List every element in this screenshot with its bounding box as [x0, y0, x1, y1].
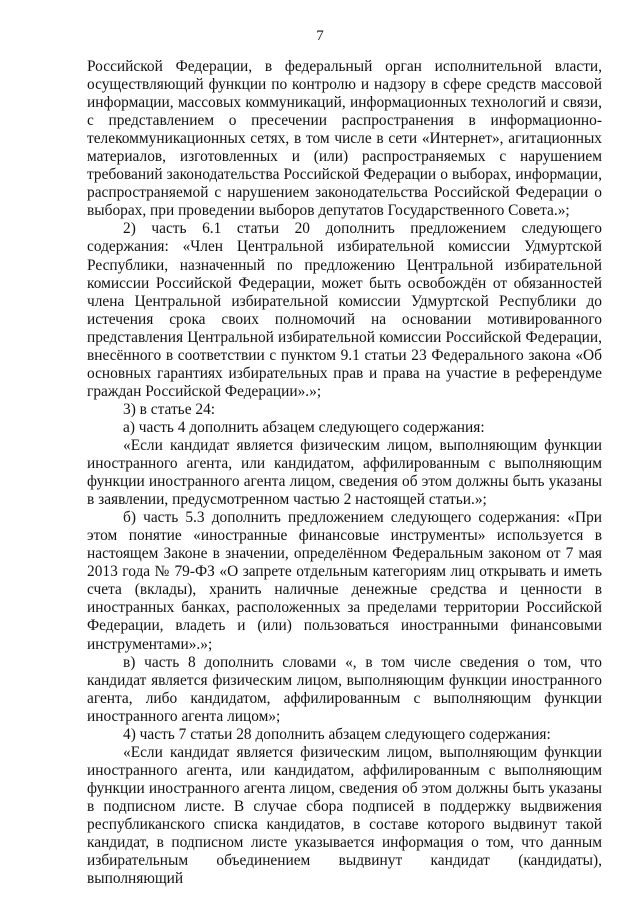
paragraph-item-2: 2) часть 6.1 статьи 20 дополнить предложением следующего содержания: «Член Центральной избирательной комиссии Удмуртской Республики, назначенный по предложению Центральной избирательной комиссии Российской Федерации, может быть освобождён от обязанностей члена Центральной избирательной комиссии Удмуртской Республики до истечения срока своих полномочий на основании мотивированного представления Центральной избирательной комиссии Российской Федерации, внесённого в соответствии с пунктом 9.1 статьи 23 Федерального закона «Об основных гарантиях избирательных прав и права на участие в референдуме граждан Российской Федерации».»;	[87, 220, 602, 400]
paragraph-subitem-v: в) часть 8 дополнить словами «, в том числе сведения о том, что кандидат является физическим лицом, выполняющим функции иностранного агента, либо кандидатом, аффилированным с выполняющим функции иностранного агента лицом»;	[87, 653, 602, 725]
paragraph-subitem-a: а) часть 4 дополнить абзацем следующего содержания:	[123, 418, 485, 436]
paragraph-item-3: 3) в статье 24:	[123, 400, 216, 418]
document-body	[87, 58, 602, 888]
paragraph-item-4: 4) часть 7 статьи 28 дополнить абзацем следующего содержания:	[123, 725, 551, 743]
paragraph-subitem-b: б) часть 5.3 дополнить предложением следующего содержания: «При этом понятие «иностранные финансовые инструменты» используется в настоящем Законе в значении, определённом Федеральным законом от 7 мая 2013 года № 79-ФЗ «О запрете отдельным категориям лиц открывать и иметь счета (вклады), хранить наличные денежные средства и ценности в иностранных банках, расположенных за пределами территории Российской Федерации, владеть и (или) пользоваться иностранными финансовыми инструментами».»;	[87, 509, 602, 653]
paragraph-continuation: Российской Федерации, в федеральный орган исполнительной власти, осуществляющий функции по контролю и надзору в сфере средств массовой информации, массовых коммуникаций, информационных технологий и связи, с представлением о пресечении распространения в информационно-телекоммуникационных сетях, в том числе в сети «Интернет», агитационных материалов, изготовленных и (или) распространяемых с нарушением требований законодательства Российской Федерации о выборах, информации, распространяемой с нарушением законодательства Российской Федерации о выборах, при проведении выборов депутатов Государственного Совета.»;	[87, 58, 602, 220]
page-number: 7	[316, 28, 324, 44]
paragraph-quote-4: «Если кандидат является физическим лицом, выполняющим функции иностранного агента, или кандидатом, аффилированным с выполняющим функции иностранного агента лицом, сведения об этом должны быть указаны в подписном листе. В случае сбора подписей в поддержку выдвижения республиканского списка кандидатов, в составе которого выдвинут такой кандидат, в подписном листе указывается информация о том, что данным избирательным объединением выдвинут кандидат (кандидаты), выполняющий	[87, 743, 602, 888]
paragraph-quote-a: «Если кандидат является физическим лицом, выполняющим функции иностранного агента, или кандидатом, аффилированным с выполняющим функции иностранного агента лицом, сведения об этом должны быть указаны в заявлении, предусмотренном частью 2 настоящей статьи.»;	[87, 436, 602, 509]
